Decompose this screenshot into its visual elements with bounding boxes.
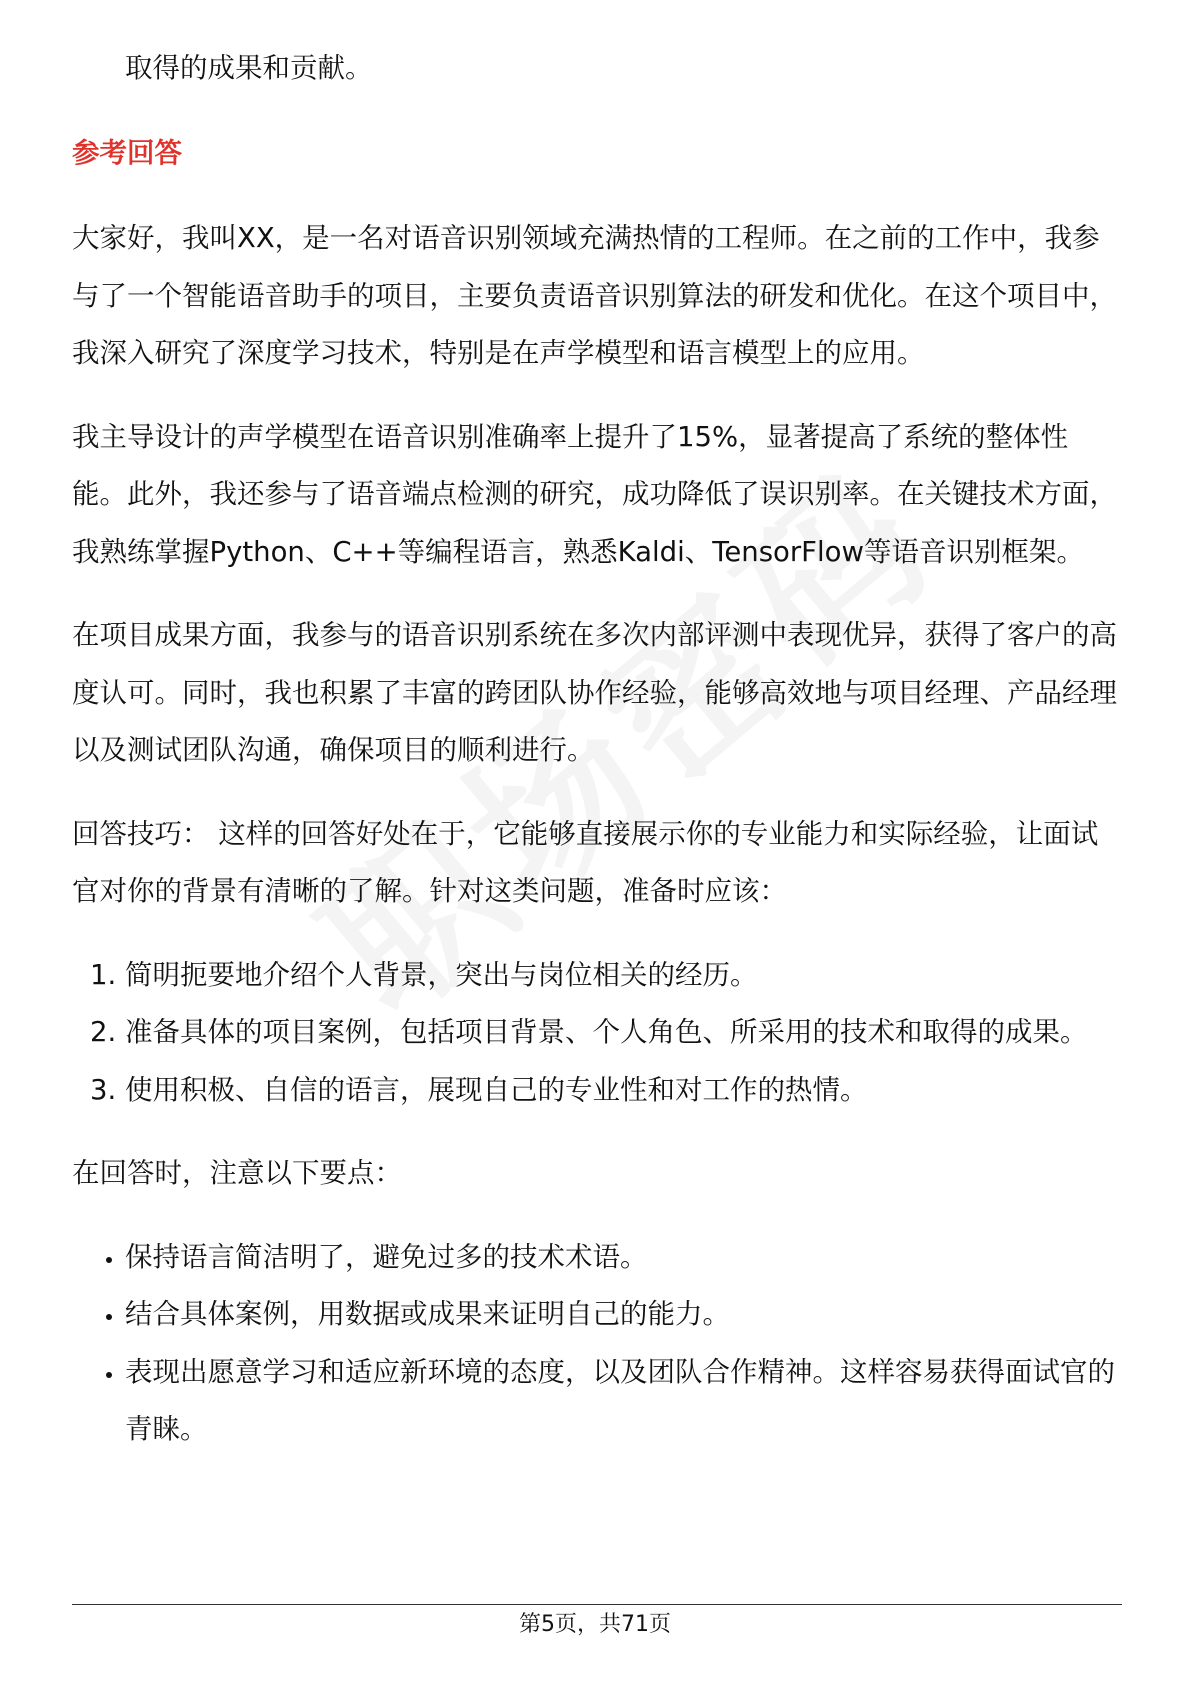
paragraph-tips: 回答技巧： 这样的回答好处在于，它能够直接展示你的专业能力和实际经验，让面试官对你的背景有清晰的了解。针对这类问题，准备时应该：: [72, 817, 1099, 907]
footer-divider: [72, 1604, 1122, 1605]
list-item: • 保持语言简洁明了，避免过多的技术术语。: [125, 1229, 1122, 1287]
notes-intro: 在回答时，注意以下要点：: [72, 1157, 402, 1189]
list-item: • 结合具体案例，用数据或成果来证明自己的能力。: [125, 1286, 1122, 1344]
list-item: 1. 简明扼要地介绍个人背景，突出与岗位相关的经历。: [125, 947, 1122, 1005]
page-number: 第5页，共71页: [519, 1612, 671, 1637]
paragraph-results: 在项目成果方面，我参与的语音识别系统在多次内部评测中表现优异，获得了客户的高度认可。同时，我也积累了丰富的跨团队协作经验，能够高效地与项目经理、产品经理以及测试团队沟通，确保项目的顺利进行。: [72, 619, 1117, 766]
paragraph-achievements: 我主导设计的声学模型在语音识别准确率上提升了15%，显著提高了系统的整体性能。此外，我还参与了语音端点检测的研究，成功降低了误识别率。在关键技术方面，我熟练掌握Python、C++等编程语言，熟悉Kaldi、TensorFlow等语音识别框架。: [72, 420, 1117, 568]
bullet-points-list: [72, 1229, 1122, 1459]
paragraph-intro: 大家好，我叫XX，是一名对语音识别领域充满热情的工程师。在之前的工作中，我参与了一个智能语音助手的项目，主要负责语音识别算法的研发和优化。在这个项目中，我深入研究了深度学习技术，特别是在声学模型和语言模型上的应用。: [72, 222, 1117, 369]
ordered-tips-list: [72, 947, 1122, 1120]
continuation-line: 取得的成果和贡献。: [125, 52, 373, 84]
list-item: 3. 使用积极、自信的语言，展现自己的专业性和对工作的热情。: [125, 1062, 1122, 1120]
section-title: 参考回答: [72, 136, 182, 169]
list-item: • 表现出愿意学习和适应新环境的态度，以及团队合作精神。这样容易获得面试官的青睐。: [125, 1344, 1122, 1459]
page-content: [72, 40, 1122, 1485]
list-item: 2. 准备具体的项目案例，包括项目背景、个人角色、所采用的技术和取得的成果。: [125, 1004, 1122, 1062]
